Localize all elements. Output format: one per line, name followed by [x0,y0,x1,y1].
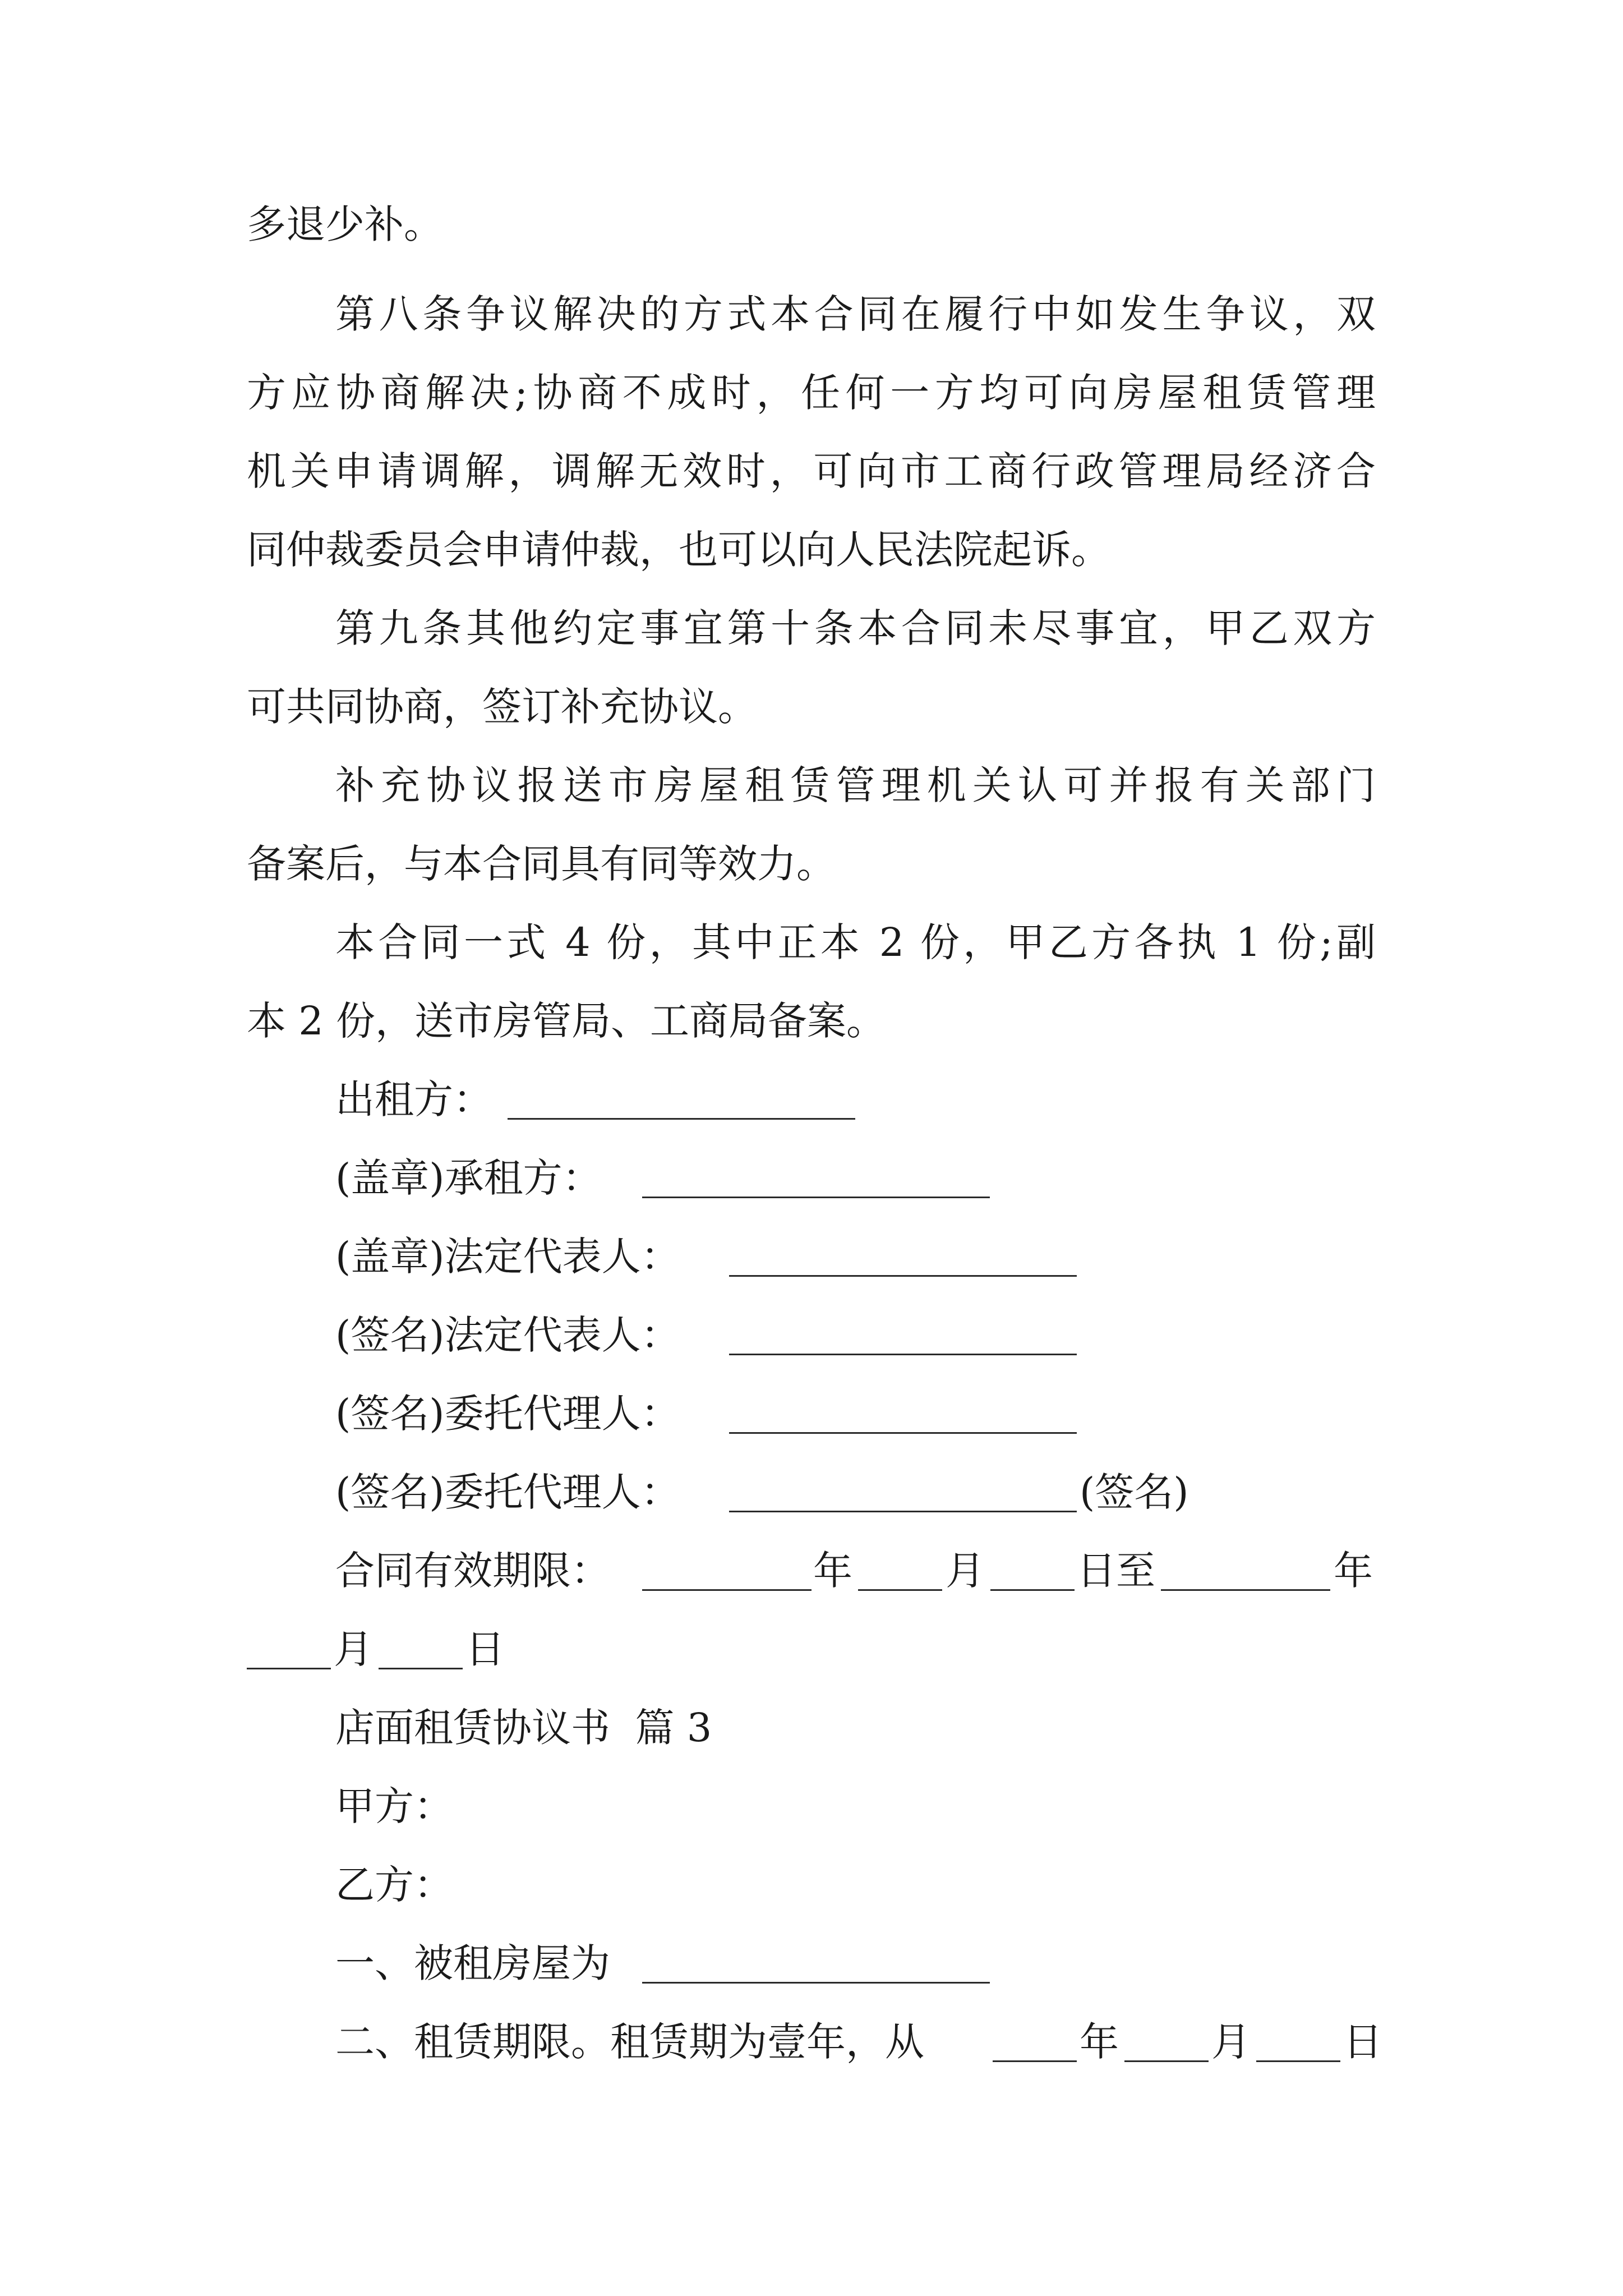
party-b-line [0,1846,1623,1924]
section-title: 店面租赁协议书 篇 3 [335,1705,712,1751]
paragraph-line [0,668,1623,746]
lessee-label: (盖章)承租方： [335,1155,602,1201]
paragraph-text: 备案后，与本合同具有同等效力。 [247,841,836,887]
section-title-line [0,1688,1623,1767]
sign-suffix: (签名) [1080,1469,1189,1515]
lease-year: 年 [1080,2019,1119,2065]
legal-rep-sign-label: (签名)法定代表人： [335,1312,680,1358]
party-a-label: 甲方： [335,1783,453,1829]
term-line [0,1531,1623,1610]
paragraph-text: 多退少补。 [247,201,443,247]
term-month: 月 [946,1548,985,1594]
lessee-blank[interactable] [642,1197,990,1198]
term-year2-blank[interactable] [1161,1589,1330,1591]
lessor-blank[interactable] [508,1118,855,1120]
lease-day-blank[interactable] [1256,2060,1340,2062]
lease-month-blank[interactable] [1124,2060,1209,2062]
agent-2-blank[interactable] [729,1511,1077,1512]
paragraph-text: 补充协议报送市房屋租赁管理机关认可并报有关部门 [335,762,1376,808]
item-1-line [0,1924,1623,2003]
paragraph-line [0,746,1623,825]
term-day-blank[interactable] [990,1589,1075,1591]
term-month-blank[interactable] [858,1589,942,1591]
premises-blank[interactable] [642,1982,990,1984]
lease-day: 日 [1343,2019,1382,2065]
term-day-to: 日至 [1077,1548,1155,1594]
paragraph-line [0,353,1623,432]
term-month2-blank[interactable] [247,1668,331,1669]
agent-2-label: (签名)委托代理人： [335,1469,680,1515]
paragraph-line [0,589,1623,668]
term-year-blank[interactable] [642,1589,811,1591]
term-month2: 月 [334,1626,373,1672]
legal-rep-label: (盖章)法定代表人： [335,1234,680,1280]
item-1-text: 一、被租房屋为 [335,1940,610,1986]
lease-month: 月 [1211,2019,1251,2065]
item-2-text: 二、租赁期限。租赁期为壹年，从 [335,2019,924,2065]
paragraph-text: 本 2 份，送市房管局、工商局备案。 [247,998,886,1044]
paragraph-line [0,510,1623,589]
paragraph-text: 方应协商解决;协商不成时，任何一方均可向房屋租赁管理 [247,370,1376,416]
term-day2-blank[interactable] [379,1668,463,1669]
paragraph-line [0,275,1623,353]
term-year: 年 [813,1548,852,1594]
paragraph-text: 第八条争议解决的方式本合同在履行中如发生争议，双 [335,291,1376,337]
paragraph-line [0,903,1623,982]
paragraph-text: 可共同协商，签订补充协议。 [247,684,757,730]
paragraph-line [0,432,1623,510]
signature-line-lessee [0,1139,1623,1217]
lessor-label: 出租方： [335,1076,492,1122]
term-line-cont [0,1610,1623,1688]
party-b-label: 乙方： [335,1862,453,1908]
signature-line-agent [0,1374,1623,1453]
signature-line-agent-2 [0,1453,1623,1531]
term-label: 合同有效期限： [335,1548,610,1594]
agent-label: (签名)委托代理人： [335,1391,680,1437]
paragraph-line [0,185,1623,264]
legal-rep-sign-blank[interactable] [729,1354,1077,1355]
term-year2: 年 [1334,1548,1373,1594]
signature-line-lessor [0,1060,1623,1139]
signature-line-legal-rep-sign [0,1296,1623,1374]
paragraph-line [0,825,1623,903]
term-day2: 日 [465,1626,505,1672]
item-2-line [0,2003,1623,2081]
paragraph-text: 机关申请调解，调解无效时，可向市工商行政管理局经济合 [247,448,1376,494]
signature-line-legal-rep [0,1217,1623,1296]
paragraph-text: 本合同一式 4 份，其中正本 2 份，甲乙方各执 1 份;副 [335,919,1376,965]
party-a-line [0,1767,1623,1846]
paragraph-text: 第九条其他约定事宜第十条本合同未尽事宜，甲乙双方 [335,605,1376,651]
legal-rep-blank[interactable] [729,1275,1077,1277]
agent-blank[interactable] [729,1432,1077,1434]
lease-year-blank[interactable] [993,2060,1077,2062]
paragraph-text: 同仲裁委员会申请仲裁，也可以向人民法院起诉。 [247,527,1110,573]
paragraph-line [0,982,1623,1060]
